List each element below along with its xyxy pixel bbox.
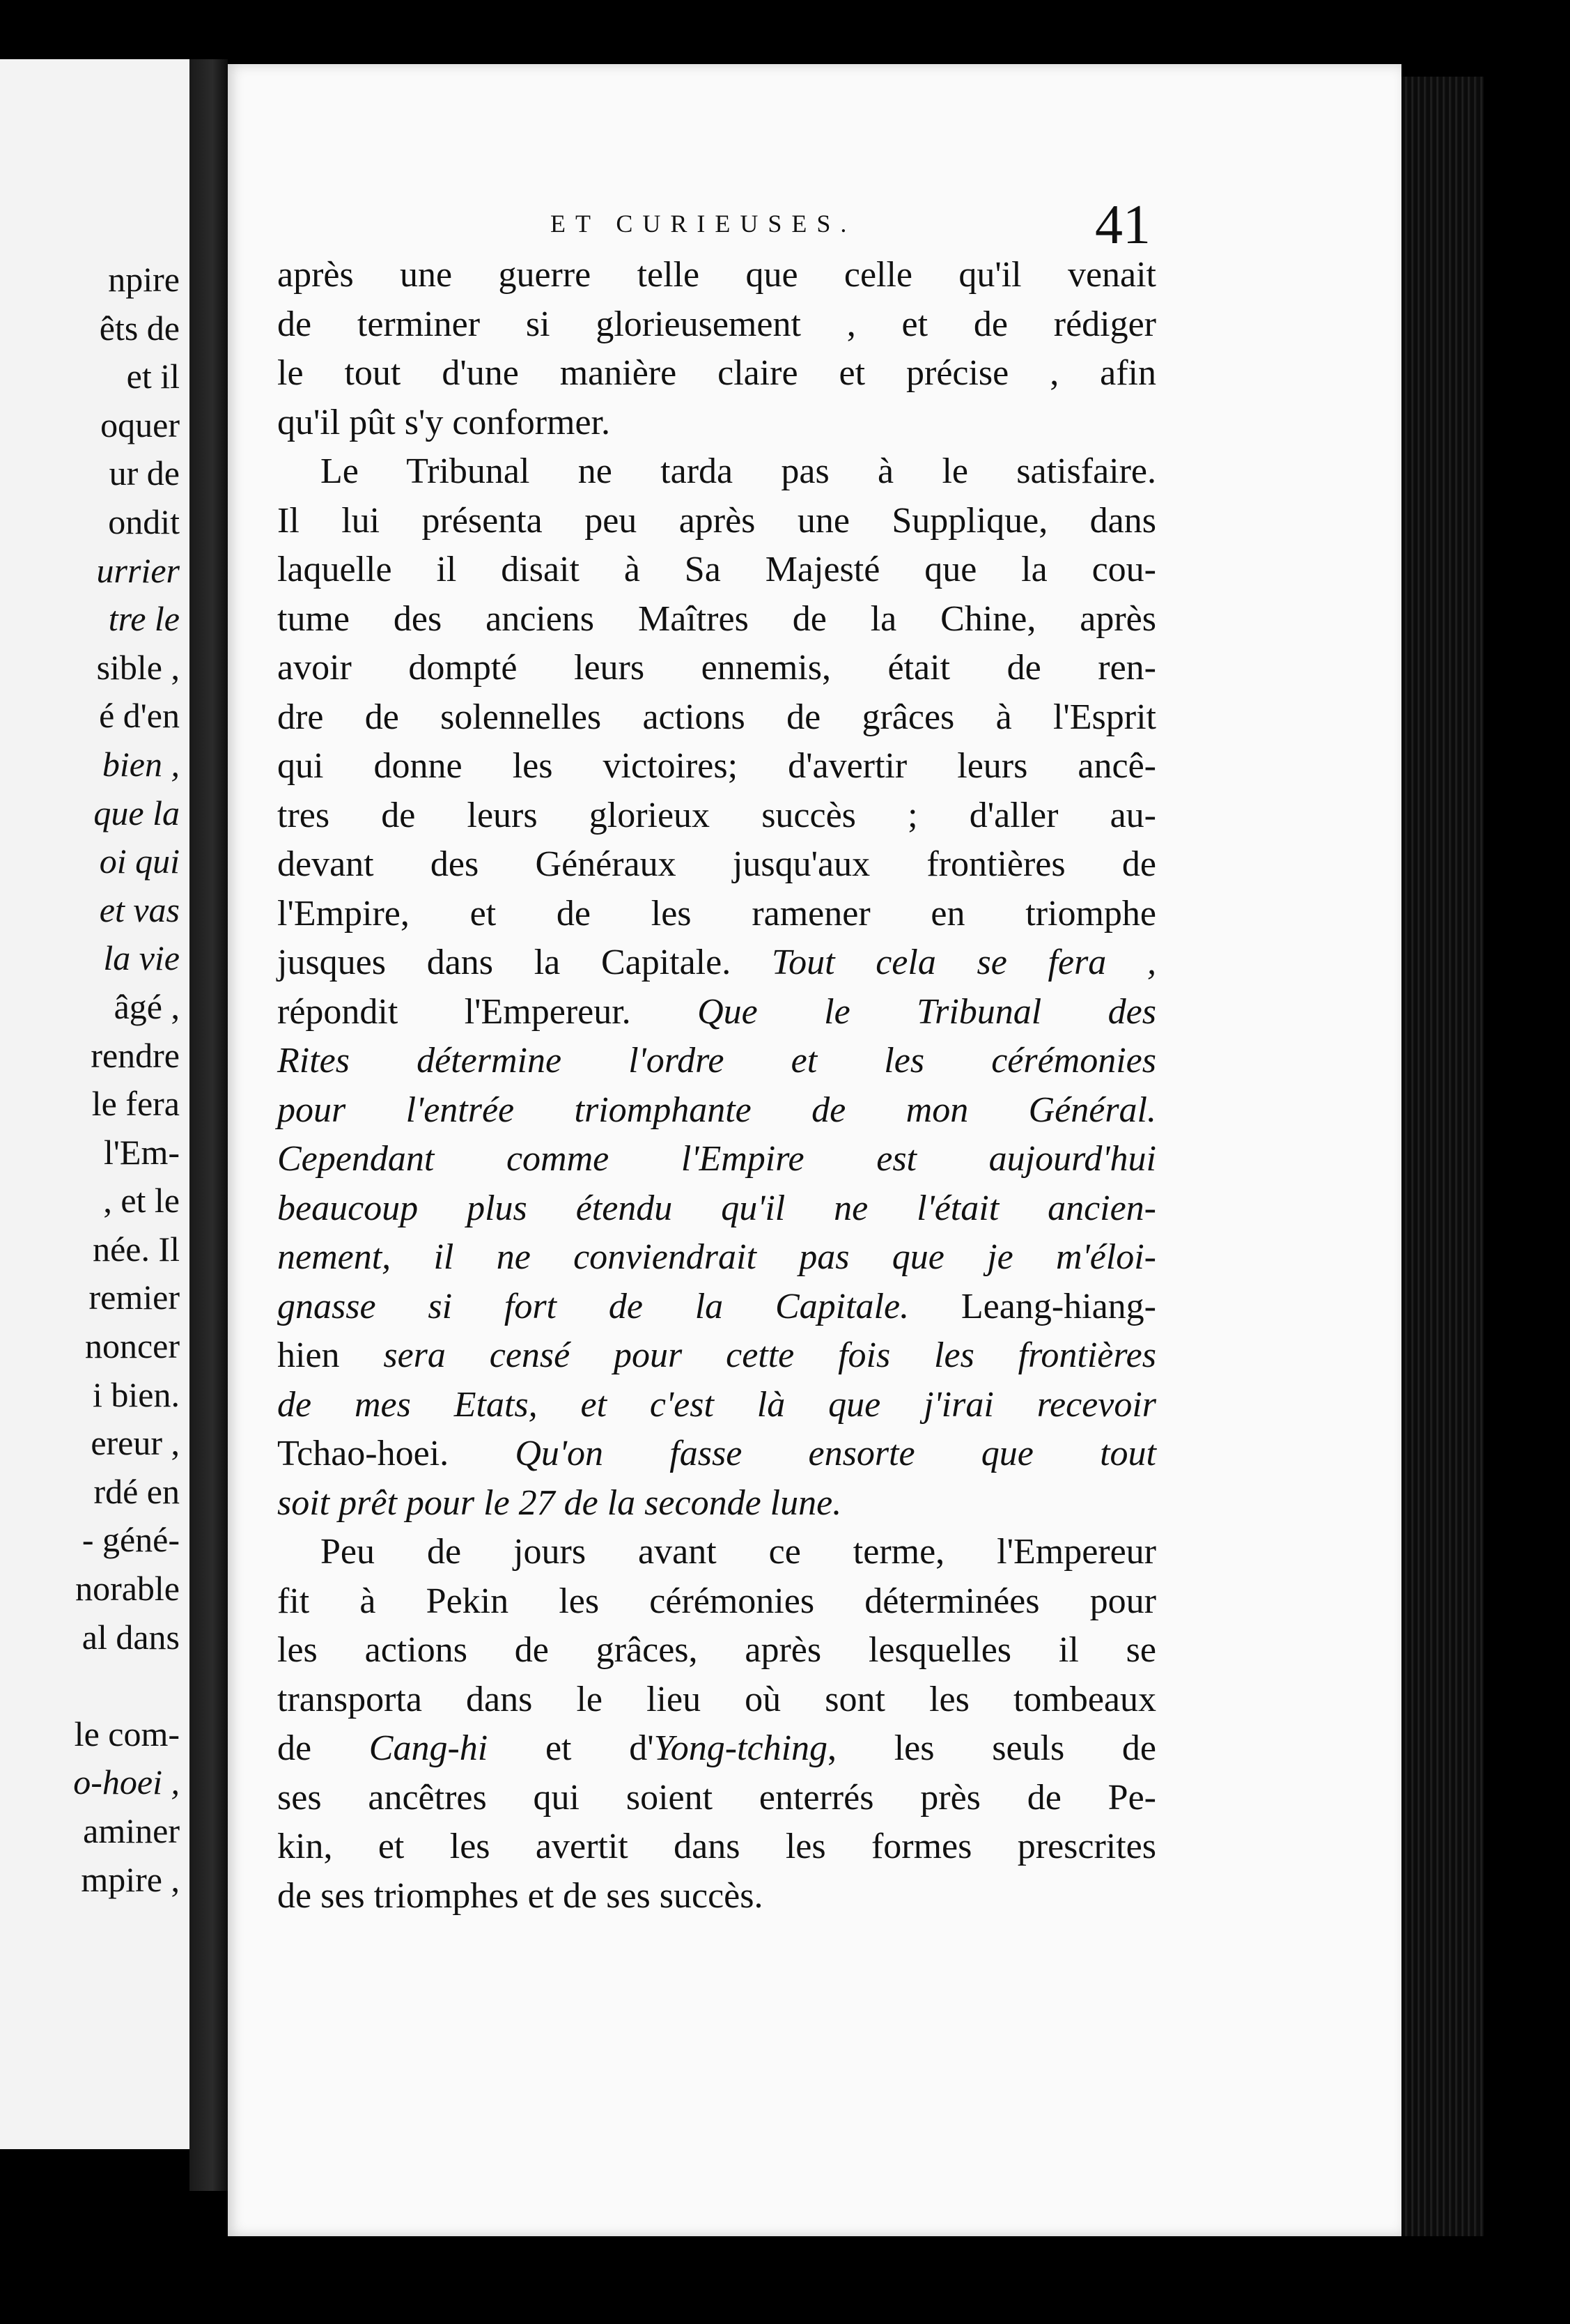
text-span: qui donne les victoires; d'avertir leurs ancê-	[277, 746, 1156, 786]
italic-span: beaucoup plus étendu qu'il ne l'était ancien-	[277, 1188, 1156, 1228]
left-page-line: remier	[88, 1278, 180, 1317]
text-line	[277, 447, 1156, 497]
left-page-line: ondit	[108, 502, 180, 541]
italic-span: de mes Etats, et c'est là que j'irai recevoir	[277, 1384, 1156, 1425]
text-line	[277, 1822, 1156, 1872]
italic-span: sera censé pour cette fois les frontières	[383, 1335, 1156, 1375]
text-line	[277, 251, 1156, 300]
left-page-line: le fera	[91, 1084, 180, 1124]
text-span: après une guerre telle que celle qu'il venait	[277, 255, 1156, 295]
text-line	[277, 1724, 1156, 1774]
text-span: kin, et les avertit dans les formes prescrites	[277, 1827, 1156, 1866]
left-page-line: rendre	[91, 1035, 180, 1075]
italic-span: Cang-hi	[368, 1728, 488, 1768]
text-span: Tchao-hoei.	[277, 1434, 515, 1473]
text-line	[277, 1430, 1156, 1479]
italic-span: Que le Tribunal des	[697, 991, 1156, 1032]
text-span: l'Empire, et de les ramener en triomphe	[277, 893, 1156, 934]
text-span: hien	[277, 1335, 384, 1375]
italic-span: nement, il ne conviendrait pas que je m'éloi-	[277, 1237, 1156, 1277]
text-span: laquelle il disait à Sa Majesté que la cou-	[277, 550, 1156, 589]
text-span: tume des anciens Maîtres de la Chine, après	[277, 598, 1156, 639]
text-line	[277, 1283, 1156, 1332]
text-line	[277, 1872, 1156, 1921]
text-span: Le Tribunal ne tarda pas à le satisfaire.	[320, 451, 1156, 491]
text-span: de	[277, 1728, 369, 1768]
page-number: 41	[1095, 194, 1151, 256]
text-line	[277, 644, 1156, 693]
text-line	[277, 693, 1156, 743]
left-page-line: npire	[108, 260, 180, 299]
text-line	[277, 1086, 1156, 1136]
left-page-line	[73, 1661, 180, 1710]
text-line	[277, 791, 1156, 841]
text-line	[277, 742, 1156, 791]
left-page-line: urrier	[96, 550, 180, 590]
italic-span: Rites détermine l'ordre et les cérémonies	[277, 1041, 1156, 1080]
text-line	[277, 398, 1156, 448]
left-page-line: êts de	[99, 308, 180, 348]
left-page-line: , et le	[103, 1181, 180, 1221]
text-line	[277, 1675, 1156, 1725]
left-page-line: oquer	[100, 405, 180, 444]
left-page-line: aminer	[83, 1811, 180, 1850]
text-line	[277, 890, 1156, 939]
left-page-line: i bien.	[93, 1374, 180, 1414]
italic-span: Yong-tching	[653, 1728, 828, 1768]
text-span: devant des Généraux jusqu'aux frontières de	[277, 844, 1156, 884]
italic-span: pour l'entrée triomphante de mon Général.	[277, 1090, 1156, 1130]
page-edges	[1401, 77, 1484, 2236]
text-span: dre de solennelles actions de grâces à l'Esprit	[277, 697, 1156, 737]
italic-span: Tout cela se fera ,	[771, 943, 1157, 982]
left-page-line: norable	[75, 1569, 180, 1609]
text-line	[277, 595, 1156, 644]
left-page-line: o-hoei ,	[73, 1763, 180, 1802]
body-text	[277, 251, 1156, 1921]
left-page-line: la vie	[103, 938, 180, 978]
left-page-line: et vas	[99, 890, 180, 929]
text-line	[277, 1626, 1156, 1675]
text-line	[277, 1479, 1156, 1528]
text-span: qu'il pût s'y conformer.	[277, 402, 611, 442]
left-page-line: que la	[93, 793, 180, 832]
text-span: tres de leurs glorieux succès ; d'aller au-	[277, 795, 1156, 835]
text-span: avoir dompté leurs ennemis, était de ren-	[277, 648, 1156, 688]
left-page-line: ereur ,	[91, 1423, 180, 1463]
left-page-line: et il	[126, 357, 180, 396]
left-page-line: mpire ,	[81, 1859, 180, 1899]
text-line	[277, 938, 1156, 988]
text-span: de terminer si glorieusement , et de rédiger	[277, 304, 1156, 344]
left-page-line: née. Il	[93, 1229, 180, 1269]
italic-span: gnasse si fort de la Capitale.	[277, 1286, 961, 1326]
text-line	[277, 497, 1156, 546]
left-page-line: âgé ,	[114, 986, 180, 1026]
left-page-line: sible ,	[96, 647, 180, 687]
left-page-line: - géné-	[81, 1520, 180, 1560]
text-line	[277, 545, 1156, 595]
text-line	[277, 840, 1156, 890]
left-page-line: ur de	[109, 454, 180, 493]
left-page-line: l'Em-	[104, 1132, 180, 1172]
text-span: Leang-hiang-	[961, 1286, 1156, 1326]
left-page-line: é d'en	[99, 696, 180, 736]
text-line	[277, 300, 1156, 350]
text-span: ses ancêtres qui soient enterrés près de Pe-	[277, 1777, 1156, 1818]
text-span: , les seuls de	[827, 1728, 1156, 1768]
text-line	[277, 1528, 1156, 1577]
left-page-fragment	[0, 59, 217, 2149]
left-page-line: le com-	[74, 1714, 180, 1753]
text-line	[277, 988, 1156, 1037]
text-line	[277, 1577, 1156, 1627]
left-page-line: al dans	[81, 1617, 180, 1657]
text-span: et d'	[488, 1728, 654, 1768]
italic-span: soit prêt pour le 27 de la seconde lune.	[277, 1482, 842, 1523]
text-span: transporta dans le lieu où sont les tombeaux	[277, 1679, 1156, 1719]
left-page-line: bien ,	[102, 744, 180, 784]
left-page-line: rdé en	[93, 1471, 180, 1511]
text-line	[277, 1135, 1156, 1184]
text-line	[277, 1381, 1156, 1430]
italic-span: Cependant comme l'Empire est aujourd'hui	[277, 1139, 1156, 1179]
text-span: répondit l'Empereur.	[277, 991, 698, 1032]
text-line	[277, 1037, 1156, 1086]
text-line	[277, 1774, 1156, 1823]
left-page-text	[73, 256, 180, 1904]
text-line	[277, 1331, 1156, 1381]
text-span: jusques dans la Capitale.	[277, 943, 772, 982]
left-page-line: noncer	[84, 1326, 180, 1366]
text-span: le tout d'une manière claire et précise , afin	[277, 353, 1156, 393]
italic-span: Qu'on fasse ensorte que tout	[515, 1434, 1157, 1473]
left-page-line: tre le	[108, 599, 180, 639]
text-span: de ses triomphes et de ses succès.	[277, 1875, 763, 1916]
text-span: Il lui présenta peu après une Supplique, dans	[277, 500, 1156, 541]
text-span: fit à Pekin les cérémonies déterminées pour	[277, 1581, 1156, 1621]
left-page-line: oi qui	[99, 842, 180, 881]
text-line	[277, 1233, 1156, 1283]
text-span: Peu de jours avant ce terme, l'Empereur	[320, 1532, 1156, 1572]
text-span: les actions de grâces, après lesquelles il se	[277, 1630, 1156, 1670]
running-header: ET CURIEUSES.	[550, 210, 857, 238]
text-line	[277, 1184, 1156, 1234]
book-gutter	[189, 59, 228, 2191]
text-line	[277, 349, 1156, 398]
